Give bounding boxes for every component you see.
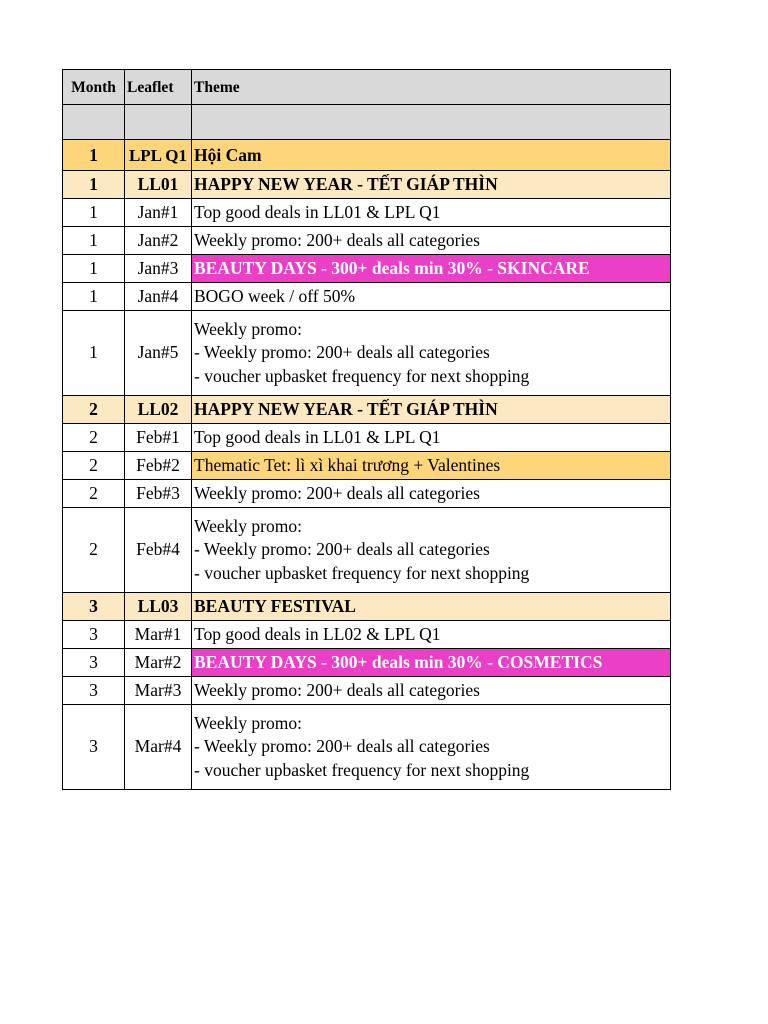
theme-cell: HAPPY NEW YEAR - TẾT GIÁP THÌN — [192, 396, 671, 424]
table-row — [63, 705, 671, 790]
leaflet-cell: Mar#3 — [125, 677, 192, 705]
month-column-header: Month — [63, 70, 125, 105]
theme-line: - voucher upbasket frequency for next shopping — [194, 365, 530, 386]
leaflet-cell: Jan#1 — [125, 199, 192, 227]
empty-cell — [125, 105, 192, 140]
month-cell: 2 — [63, 396, 125, 424]
theme-cell — [192, 508, 671, 593]
leaflet-cell: Feb#2 — [125, 452, 192, 480]
table-row — [63, 199, 671, 227]
theme-cell: BOGO week / off 50% — [192, 283, 671, 311]
theme-cell: Top good deals in LL01 & LPL Q1 — [192, 424, 671, 452]
month-cell: 2 — [63, 480, 125, 508]
empty-cell — [192, 105, 671, 140]
theme-cell: Weekly promo: 200+ deals all categories — [192, 480, 671, 508]
month-cell: 3 — [63, 621, 125, 649]
table-row — [63, 255, 671, 283]
month-cell: 2 — [63, 424, 125, 452]
header-row — [63, 70, 671, 105]
theme-column-header: Theme — [192, 70, 671, 105]
table-row — [63, 283, 671, 311]
theme-cell: BEAUTY DAYS - 300+ deals min 30% - SKINCARE — [192, 255, 671, 283]
table-row — [63, 227, 671, 255]
table-row — [63, 311, 671, 396]
month-cell: 1 — [63, 140, 125, 171]
month-cell: 2 — [63, 452, 125, 480]
leaflet-cell: Feb#1 — [125, 424, 192, 452]
theme-line: - Weekly promo: 200+ deals all categories — [194, 736, 490, 757]
theme-cell: Hội Cam — [192, 140, 671, 171]
leaflet-cell: Feb#3 — [125, 480, 192, 508]
month-cell: 3 — [63, 677, 125, 705]
leaflet-cell: Jan#5 — [125, 311, 192, 396]
month-cell: 3 — [63, 649, 125, 677]
month-cell: 2 — [63, 508, 125, 593]
table-body — [63, 105, 671, 790]
theme-cell: Weekly promo: 200+ deals all categories — [192, 677, 671, 705]
theme-cell: Thematic Tet: lì xì khai trương + Valentines — [192, 452, 671, 480]
month-cell: 1 — [63, 199, 125, 227]
table-row — [63, 171, 671, 199]
table-row — [63, 396, 671, 424]
leaflet-cell: Jan#2 — [125, 227, 192, 255]
table-row — [63, 508, 671, 593]
theme-cell: Top good deals in LL01 & LPL Q1 — [192, 199, 671, 227]
theme-cell — [192, 311, 671, 396]
month-cell: 1 — [63, 311, 125, 396]
month-cell: 1 — [63, 227, 125, 255]
month-cell: 1 — [63, 283, 125, 311]
leaflet-cell: Jan#4 — [125, 283, 192, 311]
table-row — [63, 621, 671, 649]
leaflet-cell: Feb#4 — [125, 508, 192, 593]
theme-line: Weekly promo: — [194, 515, 302, 536]
leaflet-cell: Mar#1 — [125, 621, 192, 649]
table-row — [63, 649, 671, 677]
leaflet-cell: LL03 — [125, 593, 192, 621]
leaflet-schedule-table — [62, 69, 671, 790]
table-row — [63, 593, 671, 621]
theme-line: Weekly promo: — [194, 712, 302, 733]
theme-cell: BEAUTY DAYS - 300+ deals min 30% - COSMETICS — [192, 649, 671, 677]
theme-cell: Weekly promo: 200+ deals all categories — [192, 227, 671, 255]
leaflet-cell: LPL Q1 — [125, 140, 192, 171]
leaflet-cell: Mar#4 — [125, 705, 192, 790]
month-cell: 1 — [63, 255, 125, 283]
empty-cell — [63, 105, 125, 140]
theme-cell — [192, 705, 671, 790]
theme-line: Weekly promo: — [194, 318, 302, 339]
table-row — [63, 480, 671, 508]
theme-cell: HAPPY NEW YEAR - TẾT GIÁP THÌN — [192, 171, 671, 199]
theme-line: - Weekly promo: 200+ deals all categories — [194, 342, 490, 363]
empty-gray-row — [63, 105, 671, 140]
theme-cell: BEAUTY FESTIVAL — [192, 593, 671, 621]
theme-line: - Weekly promo: 200+ deals all categories — [194, 539, 490, 560]
month-cell: 1 — [63, 171, 125, 199]
table-row — [63, 140, 671, 171]
month-cell: 3 — [63, 705, 125, 790]
leaflet-cell: Jan#3 — [125, 255, 192, 283]
leaflet-cell: Mar#2 — [125, 649, 192, 677]
theme-line: - voucher upbasket frequency for next shopping — [194, 759, 530, 780]
table-row — [63, 452, 671, 480]
month-cell: 3 — [63, 593, 125, 621]
theme-line: - voucher upbasket frequency for next shopping — [194, 562, 530, 583]
theme-cell: Top good deals in LL02 & LPL Q1 — [192, 621, 671, 649]
leaflet-column-header: Leaflet — [125, 70, 192, 105]
table-row — [63, 677, 671, 705]
leaflet-cell: LL02 — [125, 396, 192, 424]
leaflet-cell: LL01 — [125, 171, 192, 199]
table-row — [63, 424, 671, 452]
